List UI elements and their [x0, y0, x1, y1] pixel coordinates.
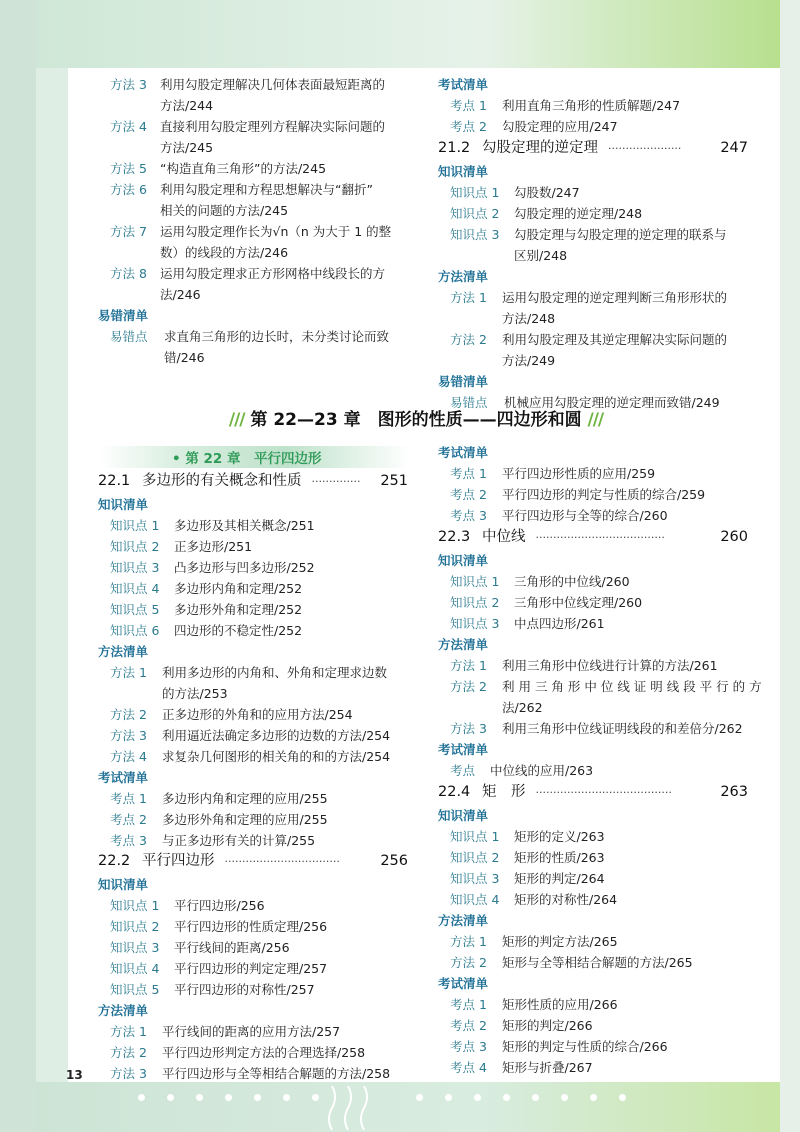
- item-label: 考点 2: [110, 812, 147, 827]
- item-text: 多边形内角和定理/252: [174, 581, 303, 596]
- item-label: 方法 2: [450, 679, 487, 694]
- item-label: 考点 2: [450, 119, 487, 134]
- item-label: 方法 3: [450, 721, 487, 736]
- item-label: 易错点: [110, 329, 148, 344]
- section-number: 22.4: [438, 784, 471, 800]
- item-label: 方法 2: [450, 332, 487, 347]
- item-label: 知识点 6: [110, 623, 160, 638]
- item-text: 平行四边形与全等相结合解题的方法/258: [162, 1066, 391, 1081]
- item-label: 考点 3: [450, 508, 487, 523]
- item-text: 平行四边形的对称性/257: [174, 982, 315, 997]
- item-text: 矩形与折叠/267: [502, 1060, 593, 1075]
- item-label: 考点 1: [450, 98, 487, 113]
- item-text: 矩形的判定/264: [514, 871, 605, 886]
- item-text: 勾股定理与勾股定理的逆定理的联系与: [514, 227, 727, 242]
- item-label: 知识点 3: [450, 227, 500, 242]
- slashes-left: ///: [228, 410, 245, 430]
- item-label: 易错点: [450, 395, 488, 410]
- item-text: 与正多边形有关的计算/255: [162, 833, 316, 848]
- item-label: 考点 1: [450, 466, 487, 481]
- item-text: 机械应用勾股定理的逆定理而致错/249: [504, 395, 720, 410]
- item-text-continued: 法/262: [502, 700, 543, 715]
- item-label: 知识点 3: [110, 940, 160, 955]
- section-page: 251: [380, 473, 408, 489]
- item-text: 矩形的对称性/264: [514, 892, 618, 907]
- section-number: 22.1: [98, 473, 131, 489]
- item-label: 知识点 1: [450, 185, 500, 200]
- section-title: 方法清单: [438, 913, 489, 928]
- item-text: 平行线间的距离/256: [174, 940, 290, 955]
- item-text: 中位线的应用/263: [490, 763, 594, 778]
- item-label: 知识点 2: [450, 206, 500, 221]
- page-number: 13: [66, 1068, 83, 1082]
- section-title: 考试清单: [98, 770, 149, 785]
- item-text: 矩形的定义/263: [514, 829, 605, 844]
- item-text: 平行四边形的判定定理/257: [174, 961, 328, 976]
- wave-decoration: [326, 1086, 386, 1130]
- item-text: 直接利用勾股定理列方程解决实际问题的: [160, 119, 386, 134]
- bottom-dots-left: [138, 1094, 319, 1101]
- item-text: 求复杂几何图形的相关角的和的方法/254: [162, 749, 391, 764]
- item-text: 平行四边形的性质定理/256: [174, 919, 328, 934]
- item-text: 正多边形/251: [174, 539, 253, 554]
- item-text: 勾股定理的逆定理/248: [514, 206, 643, 221]
- section-page: 247: [720, 140, 748, 156]
- item-label: 知识点 1: [110, 898, 160, 913]
- leader-dots: ·····································: [535, 531, 665, 544]
- item-label: 知识点 2: [110, 539, 160, 554]
- right-margin-decoration: [780, 0, 800, 1132]
- item-text: 三角形的中位线/260: [514, 574, 630, 589]
- item-label: 方法 3: [110, 1066, 147, 1081]
- section-heading: 多边形的有关概念和性质: [142, 473, 302, 489]
- section-title: 方法清单: [438, 637, 489, 652]
- item-label: 知识点 2: [450, 850, 500, 865]
- section-title: 易错清单: [98, 308, 149, 323]
- item-text: 四边形的不稳定性/252: [174, 623, 303, 638]
- item-text-continued: 区别/248: [514, 248, 568, 263]
- item-label: 知识点 2: [450, 595, 500, 610]
- item-text-continued: 数）的线段的方法/246: [160, 245, 289, 260]
- item-text: 矩形性质的应用/266: [502, 997, 618, 1012]
- section-title: 考试清单: [438, 77, 489, 92]
- item-text: 多边形内角和定理的应用/255: [162, 791, 328, 806]
- item-label: 知识点 2: [110, 919, 160, 934]
- section-title: 易错清单: [438, 374, 489, 389]
- leader-dots: ·······································: [535, 786, 672, 799]
- item-label: 考点 3: [450, 1039, 487, 1054]
- item-label: 方法 1: [450, 658, 487, 673]
- item-text: 运用勾股定理作长为√n（n 为大于 1 的整: [160, 224, 392, 239]
- item-text: 多边形及其相关概念/251: [174, 518, 315, 533]
- item-label: 方法 4: [110, 749, 147, 764]
- section-title: 方法清单: [98, 1003, 149, 1018]
- section-heading: 中位线: [482, 529, 526, 545]
- section-page: 260: [720, 529, 748, 545]
- item-label: 方法 3: [110, 77, 147, 92]
- slashes-right: ///: [587, 410, 604, 430]
- section-title: 知识清单: [98, 497, 149, 512]
- item-text: 运用勾股定理求正方形网格中线段长的方: [160, 266, 386, 281]
- item-label: 考点 1: [110, 791, 147, 806]
- item-text: 利用逼近法确定多边形的边数的方法/254: [162, 728, 391, 743]
- item-text-continued: 方法/245: [160, 140, 214, 155]
- item-label: 知识点 1: [450, 829, 500, 844]
- item-text: 矩形与全等相结合解题的方法/265: [502, 955, 693, 970]
- item-label: 考点 2: [450, 1018, 487, 1033]
- item-text: “构造直角三角形”的方法/245: [160, 161, 327, 176]
- section-number: 22.2: [98, 853, 131, 869]
- section-title: 知识清单: [438, 808, 489, 823]
- section-title: 知识清单: [438, 553, 489, 568]
- item-label: 知识点 4: [450, 892, 500, 907]
- item-label: 方法 1: [110, 1024, 147, 1039]
- leader-dots: ·································: [224, 855, 340, 868]
- section-title: 知识清单: [438, 164, 489, 179]
- item-label: 知识点 3: [110, 560, 160, 575]
- item-text-continued: 方法/248: [502, 311, 556, 326]
- section-heading: 勾股定理的逆定理: [482, 140, 598, 156]
- section-title: 知识清单: [98, 877, 149, 892]
- top-banner-decoration: [36, 0, 780, 68]
- section-page: 263: [720, 784, 748, 800]
- item-label: 方法 4: [110, 119, 147, 134]
- item-label: 知识点 5: [110, 982, 160, 997]
- item-label: 方法 1: [450, 290, 487, 305]
- leader-dots: ·····················: [608, 142, 682, 155]
- item-label: 方法 8: [110, 266, 147, 281]
- item-label: 方法 2: [110, 707, 147, 722]
- item-text: 矩形的性质/263: [514, 850, 605, 865]
- item-label: 知识点 3: [450, 616, 500, 631]
- item-text-continued: 方法/249: [502, 353, 556, 368]
- item-text: 矩形的判定方法/265: [502, 934, 618, 949]
- item-label: 考点: [450, 763, 476, 778]
- item-text: 勾股数/247: [514, 185, 580, 200]
- item-text-continued: 的方法/253: [162, 686, 228, 701]
- item-label: 考点 3: [110, 833, 147, 848]
- section-number: 22.3: [438, 529, 471, 545]
- item-text: 利用勾股定理和方程思想解决与“翻折”: [160, 182, 373, 197]
- item-label: 方法 2: [110, 1045, 147, 1060]
- item-text: 中点四边形/261: [514, 616, 605, 631]
- subchapter-banner: [100, 446, 410, 468]
- item-text: 平行线间的距离的应用方法/257: [162, 1024, 341, 1039]
- item-text: 利 用 三 角 形 中 位 线 证 明 线 段 平 行 的 方: [502, 679, 762, 694]
- item-label: 方法 7: [110, 224, 147, 239]
- item-label: 知识点 5: [110, 602, 160, 617]
- item-text: 三角形中位线定理/260: [514, 595, 643, 610]
- item-label: 知识点 4: [110, 961, 160, 976]
- section-title: 方法清单: [98, 644, 149, 659]
- item-text-continued: 相关的问题的方法/245: [160, 203, 289, 218]
- subchapter-title: • 第 22 章 平行四边形: [172, 451, 322, 467]
- item-label: 考点 4: [450, 1060, 487, 1075]
- item-label: 方法 2: [450, 955, 487, 970]
- item-text: 正多边形的外角和的应用方法/254: [162, 707, 353, 722]
- left-margin-decoration: [0, 0, 36, 1132]
- item-label: 考点 1: [450, 997, 487, 1012]
- item-label: 知识点 1: [110, 518, 160, 533]
- section-page: 256: [380, 853, 408, 869]
- item-text: 矩形的判定与性质的综合/266: [502, 1039, 668, 1054]
- item-text: 平行四边形的判定与性质的综合/259: [502, 487, 706, 502]
- section-title: 方法清单: [438, 269, 489, 284]
- item-text: 矩形的判定/266: [502, 1018, 593, 1033]
- item-text: 平行四边形性质的应用/259: [502, 466, 656, 481]
- item-text-continued: 错/246: [164, 350, 205, 365]
- item-text: 凸多边形与凹多边形/252: [174, 560, 315, 575]
- item-label: 方法 5: [110, 161, 147, 176]
- item-text: 利用三角形中位线进行计算的方法/261: [502, 658, 718, 673]
- item-text: 利用直角三角形的性质解题/247: [502, 98, 681, 113]
- item-text: 利用勾股定理解决几何体表面最短距离的: [160, 77, 386, 92]
- item-text: 利用勾股定理及其逆定理解决实际问题的: [502, 332, 728, 347]
- item-text: 勾股定理的应用/247: [502, 119, 618, 134]
- item-text: 多边形外角和定理的应用/255: [162, 812, 328, 827]
- item-label: 方法 1: [110, 665, 147, 680]
- item-text: 平行四边形/256: [174, 898, 265, 913]
- bottom-dots-right: [416, 1094, 626, 1101]
- item-label: 知识点 3: [450, 871, 500, 886]
- item-text-continued: 方法/244: [160, 98, 214, 113]
- bottom-banner-decoration: [36, 1082, 780, 1132]
- section-number: 21.2: [438, 140, 471, 156]
- item-text: 平行四边形与全等的综合/260: [502, 508, 668, 523]
- item-text: 运用勾股定理的逆定理判断三角形形状的: [502, 290, 728, 305]
- item-text: 求直角三角形的边长时，未分类讨论而致: [164, 329, 390, 344]
- section-heading: 矩 形: [482, 784, 526, 800]
- item-text: 利用多边形的内角和、外角和定理求边数: [162, 665, 388, 680]
- item-label: 知识点 4: [110, 581, 160, 596]
- item-label: 方法 6: [110, 182, 147, 197]
- section-title: 考试清单: [438, 976, 489, 991]
- item-label: 考点 2: [450, 487, 487, 502]
- section-title: 考试清单: [438, 742, 489, 757]
- item-label: 方法 3: [110, 728, 147, 743]
- item-text: 多边形外角和定理/252: [174, 602, 303, 617]
- item-text-continued: 法/246: [160, 287, 201, 302]
- item-label: 知识点 1: [450, 574, 500, 589]
- item-text: 平行四边形判定方法的合理选择/258: [162, 1045, 366, 1060]
- item-label: 方法 1: [450, 934, 487, 949]
- section-heading: 平行四边形: [142, 853, 215, 869]
- chapter-title: 第 22—23 章 图形的性质——四边形和圆: [250, 410, 582, 430]
- leader-dots: ··············: [311, 475, 361, 488]
- chapter-banner: [196, 405, 636, 435]
- item-text: 利用三角形中位线证明线段的和差倍分/262: [502, 721, 743, 736]
- section-title: 考试清单: [438, 445, 489, 460]
